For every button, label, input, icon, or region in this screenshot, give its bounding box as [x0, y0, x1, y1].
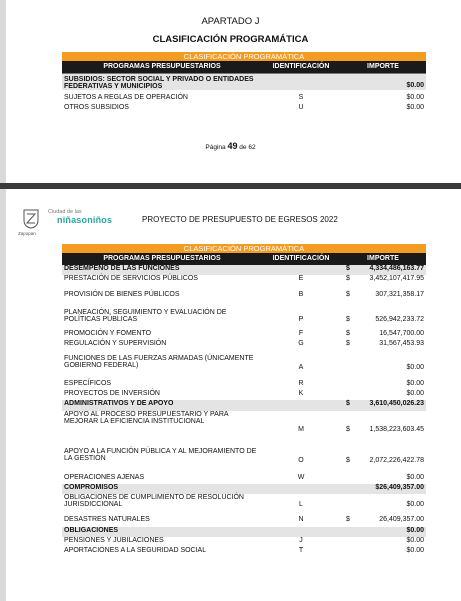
- row-amount: $0.00: [406, 547, 424, 554]
- row-amount-cell: [340, 474, 426, 484]
- table-row: [62, 448, 426, 474]
- row-name: OBLIGACIONES: [62, 527, 262, 537]
- page-footer: [0, 141, 461, 151]
- row-amount: 4,334,486,163.77: [369, 265, 424, 272]
- row-id: P: [298, 316, 304, 323]
- table-group-row: [62, 74, 426, 91]
- row-name: APORTACIONES A LA SEGURIDAD SOCIAL: [64, 547, 207, 554]
- table-row: [62, 275, 426, 291]
- row-id: B: [298, 291, 304, 298]
- row-id: L: [299, 501, 303, 508]
- row-amount: 307,321,358.17: [375, 291, 424, 298]
- logo-municipality: Zapopan: [18, 231, 36, 236]
- programmatic-table-p50: [62, 244, 426, 559]
- row-amount-cell: [340, 390, 426, 400]
- header-importe: IMPORTE: [340, 253, 426, 265]
- row-amount-cell: [340, 411, 426, 448]
- row-name: DESASTRES NATURALES: [64, 516, 150, 523]
- row-id: O: [298, 457, 304, 464]
- row-name: OTROS SUBSIDIOS: [64, 104, 129, 111]
- logo-city-text: Ciudad de las: [48, 209, 82, 215]
- row-amount: $0.00: [406, 380, 424, 387]
- row-id: N: [298, 516, 304, 523]
- row-name: OPERACIONES AJENAS: [64, 474, 145, 481]
- row-name: APOYO A LA FUNCIÓN PÚBLICA Y AL MEJORAMIENTO DE LA GESTIÓN: [64, 448, 257, 462]
- document-page-50: [0, 189, 461, 601]
- table-row: [62, 516, 426, 527]
- row-amount: 1,538,223,603.45: [369, 426, 424, 433]
- row-name: PENSIONES Y JUBILACIONES: [64, 537, 164, 544]
- row-amount: $0.00: [406, 390, 424, 397]
- programmatic-table-p49: [62, 52, 426, 116]
- table-banner: CLASIFICACIÓN PROGRAMÁTICA: [62, 244, 426, 253]
- row-id: [262, 400, 340, 411]
- table-row: [62, 474, 426, 484]
- row-amount: 3,452,107,417.95: [369, 275, 424, 282]
- row-amount-cell: [340, 547, 426, 559]
- row-name: PROMOCIÓN Y FOMENTO: [64, 330, 152, 337]
- header-identificacion: IDENTIFICACIÓN: [262, 61, 340, 74]
- table-row: [62, 291, 426, 309]
- row-amount-cell: [340, 400, 426, 411]
- group-name: SUBSIDIOS: SECTOR SOCIAL Y PRIVADO O ENTIDADES FEDERATIVAS Y MUNICIPIOS: [62, 74, 262, 91]
- group-amount: $0.00: [340, 74, 426, 91]
- row-amount-cell: [340, 330, 426, 340]
- currency-symbol: $: [346, 265, 350, 272]
- header-programas: PROGRAMAS PRESUPUESTARIOS: [62, 61, 262, 74]
- table-row: [62, 340, 426, 355]
- table-row: [62, 537, 426, 547]
- currency-symbol: $: [346, 340, 350, 347]
- row-amount-cell: [340, 527, 426, 537]
- row-name: PLANEACIÓN, SEGUIMIENTO Y EVALUACIÓN DE POLÍTICAS PÚBLICAS: [64, 309, 227, 323]
- row-amount-cell: [340, 494, 426, 516]
- table-row: [62, 494, 426, 516]
- row-name: COMPROMISOS: [62, 484, 262, 494]
- section-label: APARTADO J: [201, 16, 260, 27]
- row-name: DESEMPEÑO DE LAS FUNCIONES: [62, 265, 262, 275]
- row-amount-cell: [340, 291, 426, 309]
- currency-symbol: $: [346, 330, 350, 337]
- footer-prefix: Página: [205, 144, 228, 151]
- row-id: J: [299, 537, 303, 544]
- row-id: F: [298, 330, 304, 337]
- table-banner: CLASIFICACIÓN PROGRAMÁTICA: [62, 52, 426, 61]
- row-amount: $0.00: [406, 364, 424, 371]
- document-page-49: [0, 0, 461, 183]
- header-importe: IMPORTE: [340, 61, 426, 74]
- row-amount: 26,409,357.00: [379, 516, 424, 523]
- row-id: G: [298, 340, 304, 347]
- row-amount-cell: [340, 275, 426, 291]
- page-edge: [0, 0, 6, 183]
- row-name: FUNCIONES DE LAS FUERZAS ARMADAS (ÚNICAMENTE GOBIERNO FEDERAL): [64, 355, 254, 369]
- footer-page-number: 49: [227, 141, 238, 151]
- row-amount: 3,610,450,026.23: [369, 400, 424, 407]
- table-group-row: [62, 484, 426, 494]
- currency-symbol: $: [346, 400, 350, 407]
- table-row: [62, 390, 426, 400]
- page-edge: [0, 189, 6, 601]
- row-id: E: [298, 275, 304, 282]
- row-name: ESPECÍFICOS: [64, 380, 112, 387]
- row-id: K: [298, 390, 304, 397]
- page-header: PROYECTO DE PRESUPUESTO DE EGRESOS 2022: [142, 215, 338, 224]
- row-amount: $0.00: [406, 104, 424, 111]
- row-id: U: [298, 104, 304, 111]
- row-id: M: [298, 426, 304, 433]
- row-amount: $0.00: [406, 94, 424, 101]
- row-name: SUJETOS A REGLAS DE OPERACIÓN: [64, 94, 188, 101]
- row-amount-cell: [340, 355, 426, 380]
- row-id: [262, 527, 340, 537]
- row-amount-cell: [340, 380, 426, 390]
- table-group-row: [62, 400, 426, 411]
- row-amount: $0.00: [406, 527, 424, 534]
- row-amount-cell: [340, 340, 426, 355]
- table-row: [62, 90, 426, 104]
- footer-suffix: de 62: [237, 144, 256, 151]
- currency-symbol: $: [346, 291, 350, 298]
- currency-symbol: $: [346, 516, 350, 523]
- table-row: [62, 104, 426, 116]
- row-name: OBLIGACIONES DE CUMPLIMIENTO DE RESOLUCIÓN JURISDICCIONAL: [64, 494, 244, 508]
- row-amount-cell: [340, 309, 426, 330]
- row-amount: $0.00: [406, 501, 424, 508]
- currency-symbol: $: [346, 457, 350, 464]
- row-id: [262, 484, 340, 494]
- row-amount: $0.00: [406, 474, 424, 481]
- row-amount: 31,567,453.93: [379, 340, 424, 347]
- table-row: [62, 547, 426, 559]
- table-row: [62, 355, 426, 380]
- currency-symbol: $: [346, 275, 350, 282]
- table-header-row: [62, 61, 426, 74]
- row-name: PRESTACIÓN DE SERVICIOS PÚBLICOS: [64, 275, 198, 282]
- row-id: S: [298, 94, 304, 101]
- table-row: [62, 309, 426, 330]
- row-amount-cell: [340, 448, 426, 474]
- row-name: REGULACIÓN Y SUPERVISIÓN: [64, 340, 167, 347]
- row-id: A: [298, 364, 304, 371]
- row-name: ADMINISTRATIVOS Y DE APOYO: [62, 400, 262, 411]
- row-amount-cell: [340, 537, 426, 547]
- table-row: [62, 411, 426, 448]
- row-name: PROYECTOS DE INVERSIÓN: [64, 390, 160, 397]
- row-amount-cell: [340, 265, 426, 275]
- table-row: [62, 380, 426, 390]
- table-group-row: [62, 527, 426, 537]
- table-row: [62, 330, 426, 340]
- row-id: T: [298, 547, 304, 554]
- table-group-row: [62, 265, 426, 275]
- row-amount-cell: [340, 484, 426, 494]
- row-id: R: [298, 380, 304, 387]
- header-identificacion: IDENTIFICACIÓN: [262, 253, 340, 265]
- row-name: APOYO AL PROCESO PRESUPUESTARIO Y PARA MEJORAR LA EFICIENCIA INSTITUCIONAL: [64, 411, 229, 425]
- row-amount: $26,409,357.00: [375, 484, 424, 491]
- logo-wordmark: niñasoniños: [57, 215, 113, 225]
- currency-symbol: $: [346, 316, 350, 323]
- header-programas: PROGRAMAS PRESUPUESTARIOS: [62, 253, 262, 265]
- row-amount: $0.00: [406, 537, 424, 544]
- zapopan-crest-icon: [22, 209, 40, 229]
- row-amount: 2,072,226,422.78: [369, 457, 424, 464]
- row-amount-cell: [340, 516, 426, 527]
- row-amount: 526,942,233.72: [375, 316, 424, 323]
- row-id: [262, 265, 340, 275]
- row-id: W: [297, 474, 305, 481]
- currency-symbol: $: [346, 426, 350, 433]
- section-title: CLASIFICACIÓN PROGRAMÁTICA: [152, 34, 309, 45]
- table-header-row: [62, 253, 426, 265]
- row-name: PROVISIÓN DE BIENES PÚBLICOS: [64, 291, 180, 298]
- row-amount: 16,547,700.00: [379, 330, 424, 337]
